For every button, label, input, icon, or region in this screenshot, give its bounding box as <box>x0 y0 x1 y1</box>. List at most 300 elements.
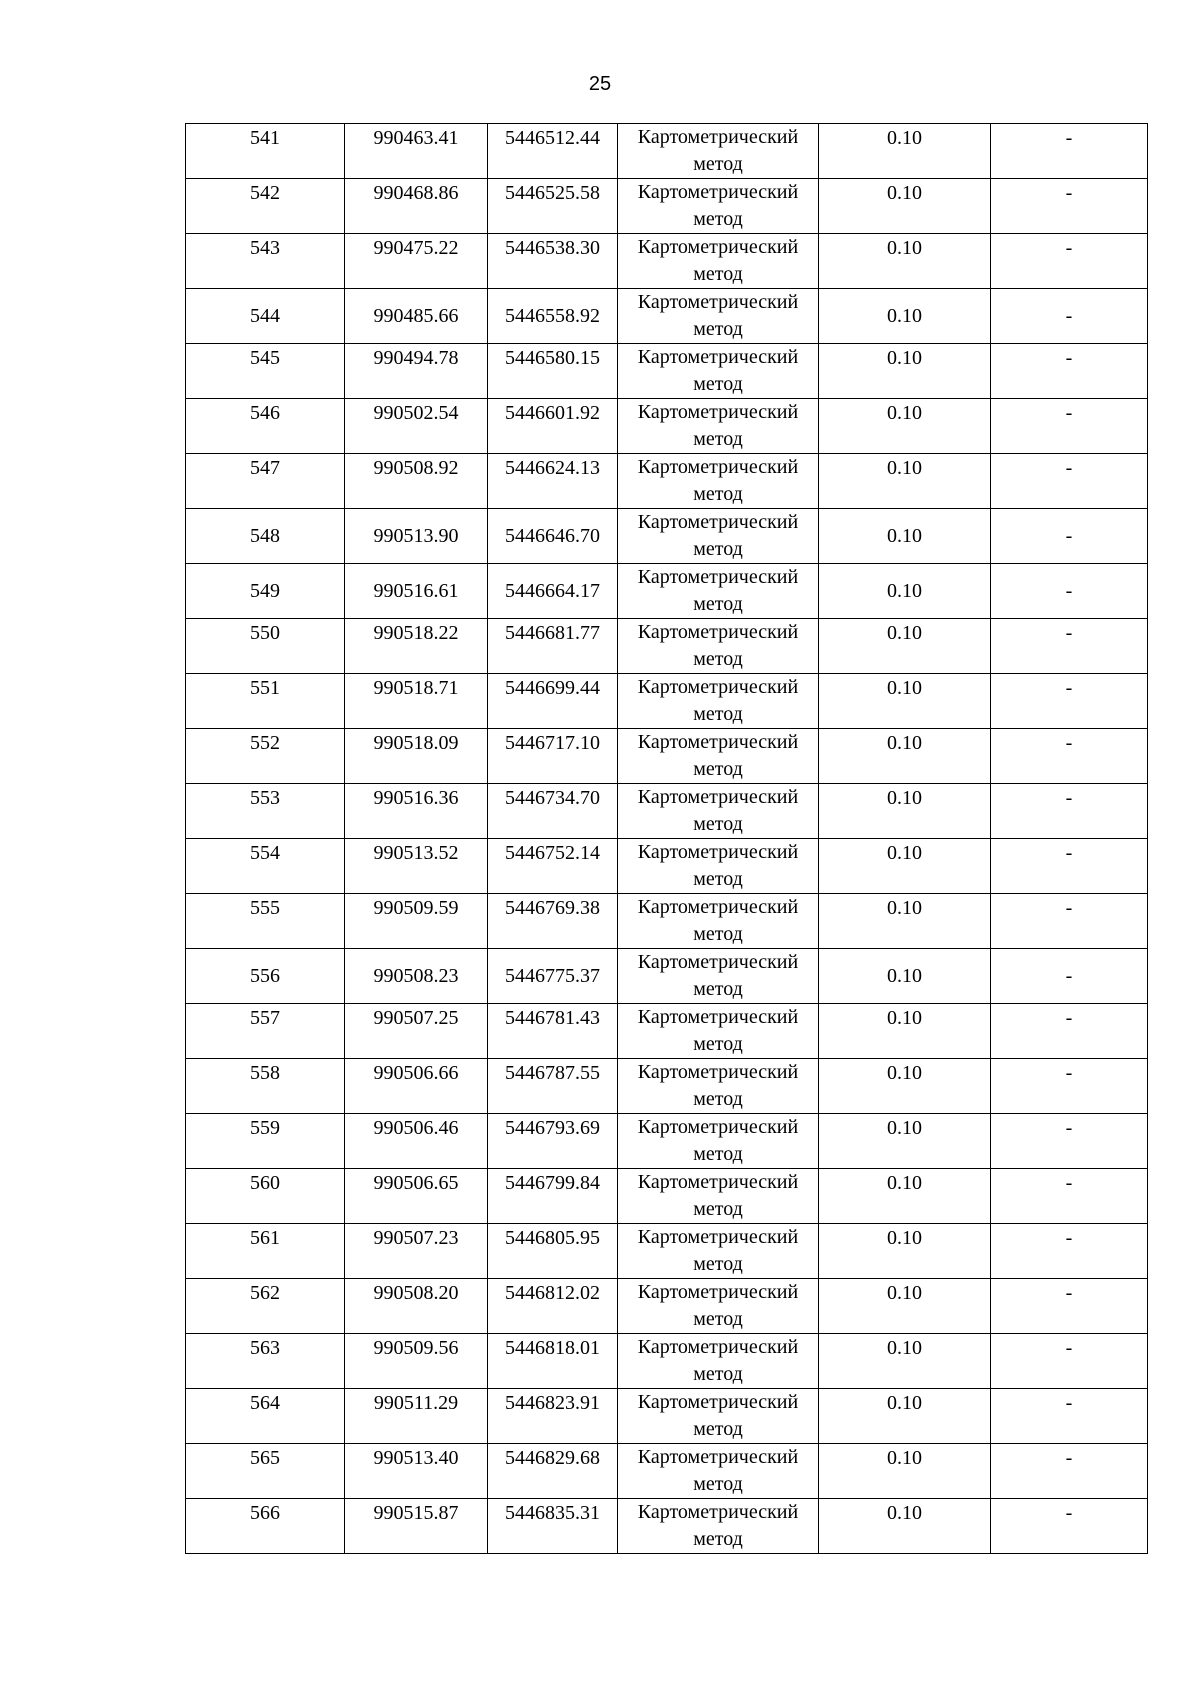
method-cell <box>618 454 819 509</box>
method-cell <box>618 509 819 564</box>
method-line-1: Картометрический <box>637 1391 799 1413</box>
x-coordinate-cell <box>345 124 488 179</box>
x-coordinate-cell <box>345 344 488 399</box>
method-line-1: Картометрический <box>637 1446 799 1468</box>
y-coordinate-text: 5446805.95 <box>505 1227 600 1249</box>
description-cell <box>991 289 1148 344</box>
accuracy-text: 0.10 <box>887 402 922 424</box>
accuracy-cell <box>819 1114 991 1169</box>
y-coordinate-text: 5446829.68 <box>505 1447 600 1469</box>
point-number-text: 564 <box>250 1392 280 1414</box>
y-coordinate-cell <box>488 509 618 564</box>
x-coordinate-text: 990468.86 <box>373 182 459 204</box>
accuracy-cell <box>819 234 991 289</box>
x-coordinate-text: 990518.22 <box>373 622 459 644</box>
accuracy-text: 0.10 <box>887 1117 922 1139</box>
description-cell <box>991 124 1148 179</box>
accuracy-cell <box>819 674 991 729</box>
accuracy-text: 0.10 <box>887 1062 922 1084</box>
y-coordinate-text: 5446818.01 <box>505 1337 600 1359</box>
method-line-2: метод <box>693 538 743 560</box>
point-number-text: 544 <box>250 304 280 327</box>
method-cell <box>618 949 819 1004</box>
accuracy-text: 0.10 <box>887 1392 922 1414</box>
table-row <box>186 124 1148 179</box>
accuracy-text: 0.10 <box>887 579 922 602</box>
x-coordinate-cell <box>345 1389 488 1444</box>
accuracy-text: 0.10 <box>887 964 922 987</box>
y-coordinate-text: 5446646.70 <box>505 524 600 547</box>
x-coordinate-cell <box>345 674 488 729</box>
x-coordinate-cell <box>345 1279 488 1334</box>
description-cell <box>991 729 1148 784</box>
x-coordinate-cell <box>345 1334 488 1389</box>
x-coordinate-text: 990518.09 <box>373 732 459 754</box>
x-coordinate-text: 990507.25 <box>373 1007 459 1029</box>
point-number-cell <box>186 1114 345 1169</box>
y-coordinate-text: 5446775.37 <box>505 964 600 987</box>
accuracy-text: 0.10 <box>887 237 922 259</box>
point-number-text: 541 <box>250 127 280 149</box>
method-line-1: Картометрический <box>637 841 799 863</box>
method-cell <box>618 619 819 674</box>
method-cell <box>618 1169 819 1224</box>
y-coordinate-cell <box>488 124 618 179</box>
accuracy-cell <box>819 1059 991 1114</box>
method-line-1: Картометрический <box>637 786 799 808</box>
description-text: - <box>1065 457 1073 479</box>
y-coordinate-text: 5446781.43 <box>505 1007 600 1029</box>
description-cell <box>991 949 1148 1004</box>
y-coordinate-cell <box>488 344 618 399</box>
description-text: - <box>1065 842 1073 864</box>
point-number-text: 565 <box>250 1447 280 1469</box>
accuracy-text: 0.10 <box>887 1227 922 1249</box>
method-line-2: метод <box>693 1528 743 1550</box>
point-number-cell <box>186 1499 345 1554</box>
accuracy-cell <box>819 784 991 839</box>
table-body <box>186 124 1148 1554</box>
table-row <box>186 1389 1148 1444</box>
x-coordinate-cell <box>345 839 488 894</box>
method-line-2: метод <box>693 1198 743 1220</box>
method-cell <box>618 894 819 949</box>
point-number-text: 545 <box>250 347 280 369</box>
table-row <box>186 509 1148 564</box>
method-line-2: метод <box>693 1473 743 1495</box>
method-line-1: Картометрический <box>637 566 799 588</box>
method-line-2: метод <box>693 208 743 230</box>
method-cell <box>618 674 819 729</box>
coordinates-table <box>185 123 1148 1554</box>
method-line-2: метод <box>693 868 743 890</box>
accuracy-cell <box>819 1334 991 1389</box>
point-number-text: 551 <box>250 677 280 699</box>
accuracy-text: 0.10 <box>887 842 922 864</box>
description-text: - <box>1065 1502 1073 1524</box>
method-line-1: Картометрический <box>637 676 799 698</box>
y-coordinate-cell <box>488 1004 618 1059</box>
accuracy-cell <box>819 564 991 619</box>
point-number-text: 548 <box>250 524 280 547</box>
description-cell <box>991 1059 1148 1114</box>
method-line-1: Картометрический <box>637 1336 799 1358</box>
table-row <box>186 1279 1148 1334</box>
x-coordinate-text: 990513.52 <box>373 842 459 864</box>
y-coordinate-text: 5446734.70 <box>505 787 600 809</box>
method-cell <box>618 564 819 619</box>
method-line-1: Картометрический <box>637 1501 799 1523</box>
table-row <box>186 1499 1148 1554</box>
description-text: - <box>1065 1447 1073 1469</box>
description-cell <box>991 1444 1148 1499</box>
y-coordinate-text: 5446823.91 <box>505 1392 600 1414</box>
accuracy-cell <box>819 619 991 674</box>
x-coordinate-cell <box>345 784 488 839</box>
y-coordinate-cell <box>488 674 618 729</box>
description-text: - <box>1065 579 1073 602</box>
description-text: - <box>1065 1337 1073 1359</box>
method-line-2: метод <box>693 648 743 670</box>
description-cell <box>991 509 1148 564</box>
point-number-cell <box>186 234 345 289</box>
description-text: - <box>1065 1282 1073 1304</box>
accuracy-cell <box>819 344 991 399</box>
point-number-cell <box>186 839 345 894</box>
description-text: - <box>1065 127 1073 149</box>
point-number-cell <box>186 454 345 509</box>
method-line-1: Картометрический <box>637 1006 799 1028</box>
accuracy-cell <box>819 1389 991 1444</box>
method-cell <box>618 289 819 344</box>
description-text: - <box>1065 402 1073 424</box>
method-line-2: метод <box>693 483 743 505</box>
x-coordinate-text: 990508.92 <box>373 457 459 479</box>
table-row <box>186 839 1148 894</box>
y-coordinate-cell <box>488 399 618 454</box>
x-coordinate-cell <box>345 949 488 1004</box>
accuracy-cell <box>819 289 991 344</box>
description-cell <box>991 179 1148 234</box>
accuracy-text: 0.10 <box>887 127 922 149</box>
description-cell <box>991 1224 1148 1279</box>
point-number-cell <box>186 674 345 729</box>
y-coordinate-cell <box>488 1499 618 1554</box>
point-number-text: 542 <box>250 182 280 204</box>
point-number-cell <box>186 1224 345 1279</box>
x-coordinate-text: 990508.23 <box>373 964 459 987</box>
method-cell <box>618 729 819 784</box>
method-line-1: Картометрический <box>637 126 799 148</box>
x-coordinate-text: 990509.56 <box>373 1337 459 1359</box>
y-coordinate-cell <box>488 289 618 344</box>
y-coordinate-text: 5446835.31 <box>505 1502 600 1524</box>
method-line-1: Картометрический <box>637 291 799 313</box>
point-number-text: 547 <box>250 457 280 479</box>
method-cell <box>618 1004 819 1059</box>
accuracy-text: 0.10 <box>887 622 922 644</box>
method-cell <box>618 179 819 234</box>
y-coordinate-text: 5446664.17 <box>505 579 600 602</box>
description-text: - <box>1065 787 1073 809</box>
accuracy-text: 0.10 <box>887 1447 922 1469</box>
y-coordinate-text: 5446769.38 <box>505 897 600 919</box>
accuracy-cell <box>819 894 991 949</box>
point-number-text: 560 <box>250 1172 280 1194</box>
method-line-2: метод <box>693 153 743 175</box>
method-line-1: Картометрический <box>637 1281 799 1303</box>
point-number-text: 549 <box>250 579 280 602</box>
description-cell <box>991 839 1148 894</box>
method-line-1: Картометрический <box>637 236 799 258</box>
point-number-text: 559 <box>250 1117 280 1139</box>
table-row <box>186 1169 1148 1224</box>
point-number-cell <box>186 949 345 1004</box>
table-row <box>186 1444 1148 1499</box>
description-text: - <box>1065 1227 1073 1249</box>
point-number-cell <box>186 399 345 454</box>
method-line-2: метод <box>693 703 743 725</box>
description-text: - <box>1065 182 1073 204</box>
accuracy-cell <box>819 1169 991 1224</box>
description-cell <box>991 1389 1148 1444</box>
table-row <box>186 1004 1148 1059</box>
point-number-cell <box>186 179 345 234</box>
y-coordinate-text: 5446812.02 <box>505 1282 600 1304</box>
x-coordinate-text: 990508.20 <box>373 1282 459 1304</box>
method-line-1: Картометрический <box>637 1171 799 1193</box>
x-coordinate-text: 990506.46 <box>373 1117 459 1139</box>
y-coordinate-cell <box>488 1169 618 1224</box>
accuracy-text: 0.10 <box>887 524 922 547</box>
x-coordinate-cell <box>345 1114 488 1169</box>
method-line-2: метод <box>693 1253 743 1275</box>
description-text: - <box>1065 677 1073 699</box>
accuracy-cell <box>819 124 991 179</box>
point-number-cell <box>186 1334 345 1389</box>
point-number-text: 553 <box>250 787 280 809</box>
y-coordinate-text: 5446525.58 <box>505 182 600 204</box>
method-line-1: Картометрический <box>637 1226 799 1248</box>
point-number-text: 552 <box>250 732 280 754</box>
x-coordinate-cell <box>345 399 488 454</box>
x-coordinate-text: 990507.23 <box>373 1227 459 1249</box>
y-coordinate-cell <box>488 619 618 674</box>
point-number-text: 566 <box>250 1502 280 1524</box>
description-cell <box>991 399 1148 454</box>
y-coordinate-cell <box>488 564 618 619</box>
table-row <box>186 454 1148 509</box>
description-cell <box>991 1004 1148 1059</box>
description-text: - <box>1065 1117 1073 1139</box>
accuracy-cell <box>819 729 991 784</box>
description-cell <box>991 674 1148 729</box>
method-cell <box>618 1114 819 1169</box>
table-row <box>186 344 1148 399</box>
x-coordinate-cell <box>345 1004 488 1059</box>
point-number-cell <box>186 124 345 179</box>
x-coordinate-cell <box>345 179 488 234</box>
point-number-text: 543 <box>250 237 280 259</box>
accuracy-text: 0.10 <box>887 677 922 699</box>
y-coordinate-cell <box>488 729 618 784</box>
method-line-1: Картометрический <box>637 731 799 753</box>
method-line-2: метод <box>693 373 743 395</box>
method-line-1: Картометрический <box>637 511 799 533</box>
x-coordinate-text: 990494.78 <box>373 347 459 369</box>
table-row <box>186 1059 1148 1114</box>
table-row <box>186 234 1148 289</box>
table-row <box>186 399 1148 454</box>
x-coordinate-text: 990518.71 <box>373 677 459 699</box>
point-number-cell <box>186 1004 345 1059</box>
x-coordinate-cell <box>345 894 488 949</box>
method-cell <box>618 124 819 179</box>
description-cell <box>991 344 1148 399</box>
method-cell <box>618 1279 819 1334</box>
description-cell <box>991 894 1148 949</box>
point-number-cell <box>186 344 345 399</box>
point-number-text: 563 <box>250 1337 280 1359</box>
point-number-cell <box>186 1059 345 1114</box>
method-line-1: Картометрический <box>637 456 799 478</box>
point-number-cell <box>186 1279 345 1334</box>
point-number-text: 561 <box>250 1227 280 1249</box>
description-cell <box>991 1499 1148 1554</box>
method-line-2: метод <box>693 813 743 835</box>
accuracy-cell <box>819 1499 991 1554</box>
description-cell <box>991 619 1148 674</box>
point-number-text: 554 <box>250 842 280 864</box>
table-row <box>186 894 1148 949</box>
accuracy-text: 0.10 <box>887 1502 922 1524</box>
point-number-cell <box>186 619 345 674</box>
point-number-cell <box>186 784 345 839</box>
accuracy-cell <box>819 454 991 509</box>
table-row <box>186 784 1148 839</box>
method-line-1: Картометрический <box>637 401 799 423</box>
point-number-text: 546 <box>250 402 280 424</box>
description-text: - <box>1065 1392 1073 1414</box>
description-cell <box>991 234 1148 289</box>
y-coordinate-cell <box>488 1114 618 1169</box>
x-coordinate-cell <box>345 1499 488 1554</box>
x-coordinate-text: 990463.41 <box>373 127 459 149</box>
method-cell <box>618 784 819 839</box>
y-coordinate-text: 5446752.14 <box>505 842 600 864</box>
description-cell <box>991 1114 1148 1169</box>
x-coordinate-cell <box>345 454 488 509</box>
method-cell <box>618 234 819 289</box>
x-coordinate-cell <box>345 1444 488 1499</box>
method-line-2: метод <box>693 318 743 340</box>
method-line-2: метод <box>693 1088 743 1110</box>
method-cell <box>618 1444 819 1499</box>
table-row <box>186 674 1148 729</box>
table-row <box>186 564 1148 619</box>
y-coordinate-cell <box>488 234 618 289</box>
y-coordinate-cell <box>488 949 618 1004</box>
point-number-text: 556 <box>250 964 280 987</box>
x-coordinate-cell <box>345 234 488 289</box>
y-coordinate-text: 5446799.84 <box>505 1172 600 1194</box>
x-coordinate-cell <box>345 1224 488 1279</box>
accuracy-text: 0.10 <box>887 1337 922 1359</box>
x-coordinate-text: 990502.54 <box>373 402 459 424</box>
method-line-1: Картометрический <box>637 621 799 643</box>
description-cell <box>991 1169 1148 1224</box>
method-line-2: метод <box>693 1033 743 1055</box>
accuracy-text: 0.10 <box>887 182 922 204</box>
accuracy-cell <box>819 399 991 454</box>
description-text: - <box>1065 1172 1073 1194</box>
accuracy-cell <box>819 1224 991 1279</box>
point-number-text: 562 <box>250 1282 280 1304</box>
y-coordinate-cell <box>488 1444 618 1499</box>
table-row <box>186 729 1148 784</box>
accuracy-cell <box>819 509 991 564</box>
x-coordinate-cell <box>345 289 488 344</box>
y-coordinate-cell <box>488 894 618 949</box>
x-coordinate-text: 990509.59 <box>373 897 459 919</box>
method-line-1: Картометрический <box>637 896 799 918</box>
point-number-text: 550 <box>250 622 280 644</box>
table-row <box>186 289 1148 344</box>
description-text: - <box>1065 304 1073 327</box>
accuracy-cell <box>819 179 991 234</box>
y-coordinate-text: 5446717.10 <box>505 732 600 754</box>
y-coordinate-text: 5446601.92 <box>505 402 600 424</box>
method-cell <box>618 839 819 894</box>
point-number-cell <box>186 289 345 344</box>
y-coordinate-text: 5446538.30 <box>505 237 600 259</box>
method-cell <box>618 1224 819 1279</box>
description-cell <box>991 784 1148 839</box>
method-line-2: метод <box>693 428 743 450</box>
y-coordinate-text: 5446558.92 <box>505 304 600 327</box>
method-cell <box>618 399 819 454</box>
method-line-2: метод <box>693 1143 743 1165</box>
accuracy-cell <box>819 1004 991 1059</box>
point-number-cell <box>186 894 345 949</box>
y-coordinate-text: 5446681.77 <box>505 622 600 644</box>
y-coordinate-text: 5446624.13 <box>505 457 600 479</box>
method-line-2: метод <box>693 1308 743 1330</box>
x-coordinate-cell <box>345 564 488 619</box>
table-row <box>186 1224 1148 1279</box>
accuracy-cell <box>819 1444 991 1499</box>
x-coordinate-cell <box>345 619 488 674</box>
x-coordinate-text: 990513.90 <box>373 524 459 547</box>
x-coordinate-text: 990485.66 <box>373 304 459 327</box>
accuracy-cell <box>819 949 991 1004</box>
table-row <box>186 619 1148 674</box>
method-line-1: Картометрический <box>637 181 799 203</box>
point-number-cell <box>186 1444 345 1499</box>
table-row <box>186 1114 1148 1169</box>
x-coordinate-text: 990511.29 <box>373 1392 459 1414</box>
y-coordinate-cell <box>488 1279 618 1334</box>
accuracy-cell <box>819 839 991 894</box>
accuracy-text: 0.10 <box>887 1282 922 1304</box>
x-coordinate-text: 990506.66 <box>373 1062 459 1084</box>
accuracy-cell <box>819 1279 991 1334</box>
description-cell <box>991 454 1148 509</box>
y-coordinate-text: 5446512.44 <box>505 127 600 149</box>
description-text: - <box>1065 964 1073 987</box>
x-coordinate-cell <box>345 1169 488 1224</box>
method-line-2: метод <box>693 263 743 285</box>
